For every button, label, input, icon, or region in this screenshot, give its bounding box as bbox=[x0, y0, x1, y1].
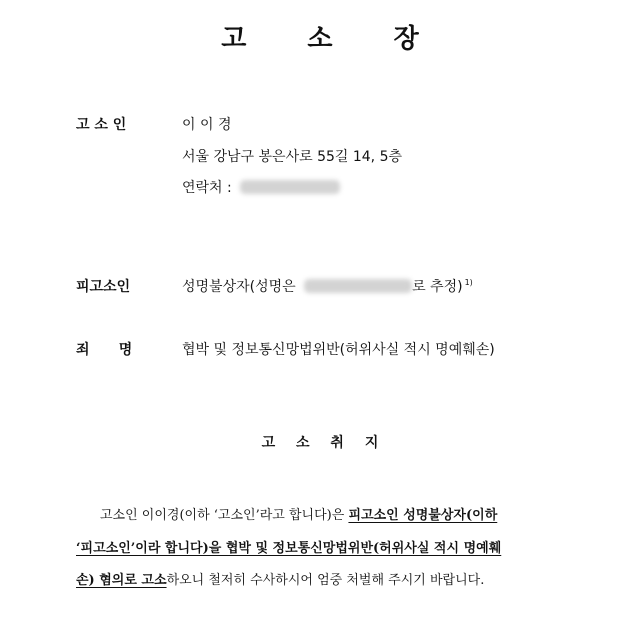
purpose-line2-bold: ‘피고소인’이라 합니다)을 협박 및 정보통신망법위반(허위사실 적시 명예훼 bbox=[76, 541, 502, 556]
redacted-phone-number bbox=[240, 180, 340, 194]
purpose-line1-plain: 고소인 이이경(이하 ‘고소인’라고 합니다)은 bbox=[100, 508, 349, 523]
purpose-paragraph-line-2 bbox=[76, 537, 586, 556]
complainant-address: 서울 강남구 봉은사로 55길 14, 5층 bbox=[182, 149, 403, 165]
defendant-value-prefix: 성명불상자(성명은 bbox=[182, 279, 296, 295]
purpose-line1-bold: 피고소인 성명불상자(이하 bbox=[348, 508, 498, 523]
purpose-paragraph-line-3 bbox=[76, 569, 586, 588]
redacted-defendant-name bbox=[304, 279, 412, 293]
charge-label: 죄 명 bbox=[76, 342, 133, 358]
defendant-value-suffix: 로 추정) bbox=[412, 279, 463, 295]
purpose-line3-bold: 손) 혐의로 고소 bbox=[76, 573, 167, 588]
purpose-line3-plain: 하오니 철저히 수사하시어 엄중 처벌해 주시기 바랍니다. bbox=[166, 573, 485, 588]
document-title: 고 소 장 bbox=[221, 24, 445, 54]
defendant-label: 피고소인 bbox=[76, 279, 131, 295]
defendant-value bbox=[182, 276, 473, 296]
contact-label: 연락처 : bbox=[182, 180, 232, 196]
footnote-marker: 1) bbox=[464, 278, 473, 287]
complainant-name: 이 이 경 bbox=[182, 117, 232, 133]
complainant-label: 고 소 인 bbox=[76, 117, 127, 133]
complainant-contact bbox=[182, 177, 340, 197]
purpose-section-title: 고 소 취 지 bbox=[261, 435, 387, 451]
purpose-paragraph-line-1 bbox=[100, 504, 586, 523]
charge-value: 협박 및 정보통신망법위반(허위사실 적시 명예훼손) bbox=[182, 342, 495, 358]
